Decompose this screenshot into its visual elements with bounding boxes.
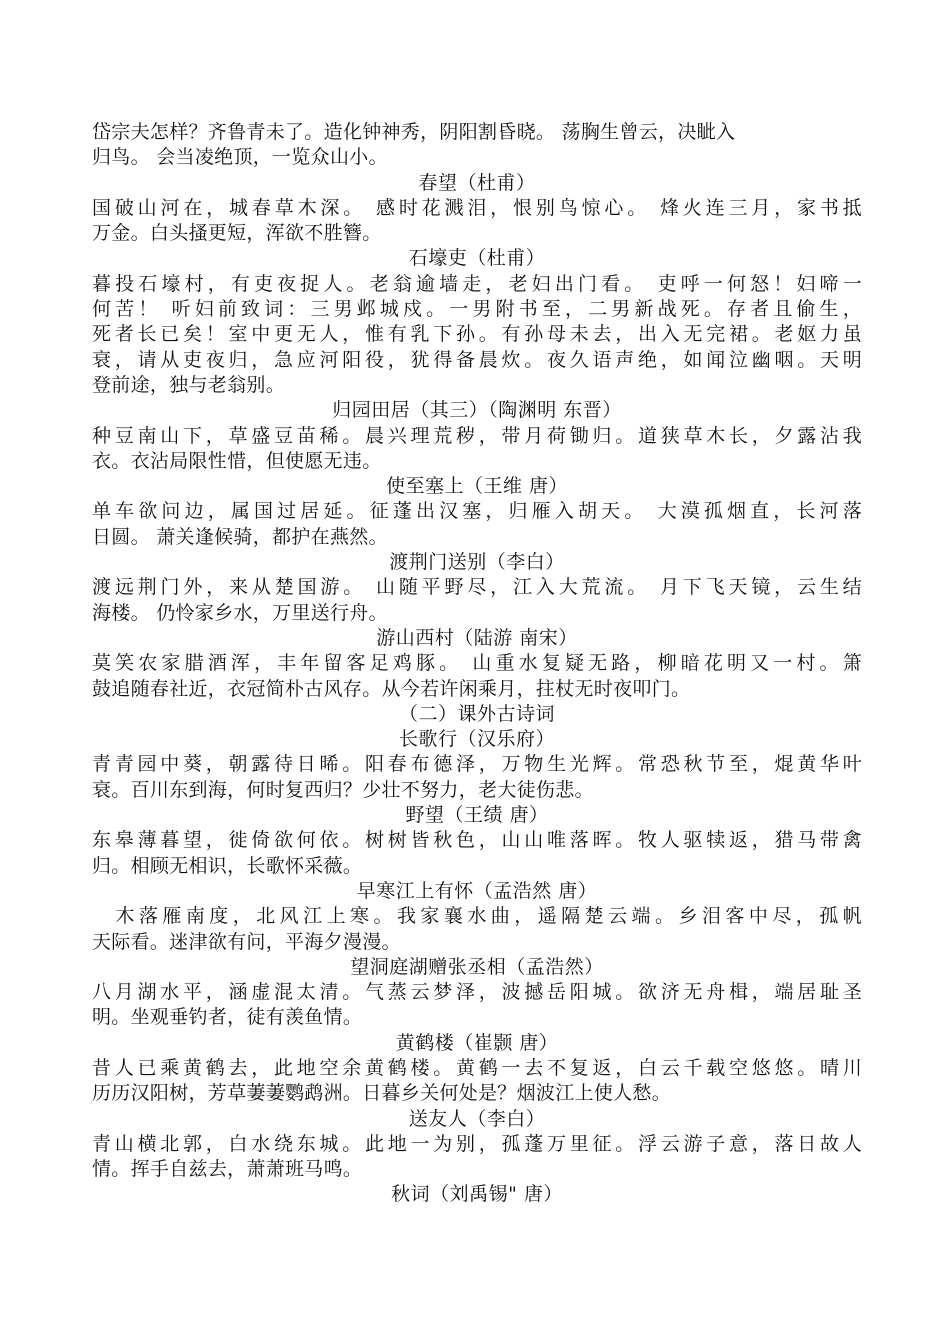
poem-text-line: 登前途，独与老翁别。: [92, 373, 286, 396]
poem-title: 望洞庭湖赠张丞相（孟浩然）: [350, 955, 604, 978]
poem-text-line: 历历汉阳树，芳草萋萋鹦鹉洲。日暮乡关何处是？烟波江上使人愁。: [92, 1082, 672, 1105]
poem-text-line: 八月湖水平，涵虚混太清。气蒸云梦泽，波撼岳阳城。欲济无舟楫，端居耻圣: [92, 981, 862, 1004]
poem-text-line: 日圆。 萧关逢候骑，都护在燕然。: [92, 525, 388, 548]
poem-title: 早寒江上有怀（孟浩然 唐）: [356, 879, 598, 902]
poem-title: 野望（王绩 唐）: [405, 804, 549, 827]
poem-text-line: 莫笑农家腊酒浑，丰年留客足鸡豚。 山重水复疑无路，柳暗花明又一村。箫: [92, 652, 862, 675]
poem-title: 使至塞上（王维 唐）: [385, 475, 569, 498]
poem-text-line: 归鸟。 会当凌绝顶，一览众山小。: [92, 146, 388, 169]
poem-text-line: 单车欲问边，属国过居延。征蓬出汉塞，归雁入胡天。 大漠孤烟直，长河落: [92, 500, 862, 523]
poem-text-line: 衰。百川东到海，何时复西归？少壮不努力，老大徒伤悲。: [92, 778, 594, 801]
poem-text-line: 渡远荆门外，来从楚国游。 山随平野尽，江入大荒流。 月下飞天镜，云生结: [92, 576, 862, 599]
poem-text-line: 种豆南山下，草盛豆苗稀。晨兴理荒秽，带月荷锄归。道狭草木长，夕露沾我: [92, 424, 862, 447]
poem-text-line: 鼓追随春社近，衣冠简朴古风存。从今若许闲乘月，拄杖无时夜叩门。: [92, 677, 691, 700]
poem-title: 石壕吏（杜甫）: [408, 247, 546, 270]
poem-text-line: 衣。衣沾局限性惜，但使愿无违。: [92, 449, 382, 472]
poem-title: （二）课外古诗词: [398, 702, 555, 725]
poem-text-line: 木落雁南度，北风江上寒。我家襄水曲，遥隔楚云端。乡泪客中尽，孤帆: [92, 905, 862, 928]
poem-title: 黄鹤楼（崔颢 唐）: [395, 1031, 559, 1054]
poem-title: 春望（杜甫）: [418, 171, 536, 194]
poem-text-line: 死者长已矣！室中更无人，惟有乳下孙。有孙母未去，出入无完裙。老妪力虽: [92, 323, 862, 346]
poem-title: 渡荆门送别（李白）: [389, 551, 565, 574]
document-page: [92, 120, 862, 1208]
poem-text-line: 国破山河在，城春草木深。 感时花溅泪，恨别鸟惊心。 烽火连三月，家书抵: [92, 196, 862, 219]
poem-text-line: 青山横北郭，白水绕东城。此地一为别，孤蓬万里征。浮云游子意，落日故人: [92, 1132, 862, 1155]
poem-text-line: 情。挥手自兹去，萧萧班马鸣。: [92, 1158, 363, 1181]
poem-title: 秋词（刘禹锡" 唐）: [391, 1183, 563, 1206]
poem-text-line: 暮投石壕村，有吏夜捉人。老翁逾墙走，老妇出门看。 吏呼一何怒！妇啼一: [92, 272, 862, 295]
poem-title: 归园田居（其三）（陶渊明 东晋）: [332, 399, 622, 422]
poem-text-line: 何苦！ 听妇前致词：三男邺城戍。一男附书至，二男新战死。存者且偷生，: [92, 298, 862, 321]
poem-title: 送友人（李白）: [408, 1107, 546, 1130]
poem-text-line: 衰，请从吏夜归，急应河阳役，犹得备晨炊。夜久语声绝，如闻泣幽咽。天明: [92, 348, 862, 371]
poem-text-line: 万金。白头搔更短，浑欲不胜簪。: [92, 222, 382, 245]
poem-text-line: 天际看。迷津欲有问，平海夕漫漫。: [92, 930, 401, 953]
poem-title: 长歌行（汉乐府）: [398, 728, 555, 751]
poem-text-line: 昔人已乘黄鹤去，此地空余黄鹤楼。黄鹤一去不复返，白云千载空悠悠。晴川: [92, 1056, 862, 1079]
poem-text-line: 岱宗夫怎样？齐鲁青未了。造化钟神秀，阴阳割昏晓。 荡胸生曾云，决眦入: [92, 121, 736, 143]
poem-text-line: 东皋薄暮望，徙倚欲何依。树树皆秋色，山山唯落晖。牧人驱犊返，猎马带禽: [92, 829, 862, 852]
poem-text-line: 归。相顾无相识，长歌怀采薇。: [92, 854, 363, 877]
poem-text-line: 海楼。 仍怜家乡水，万里送行舟。: [92, 601, 388, 624]
poem-text-line: 青青园中葵，朝露待日晞。阳春布德泽，万物生光辉。常恐秋节至，焜黄华叶: [92, 753, 862, 776]
poem-title: 游山西村（陆游 南宋）: [376, 626, 578, 649]
poem-text-line: 明。坐观垂钓者，徒有羡鱼情。: [92, 1006, 363, 1029]
